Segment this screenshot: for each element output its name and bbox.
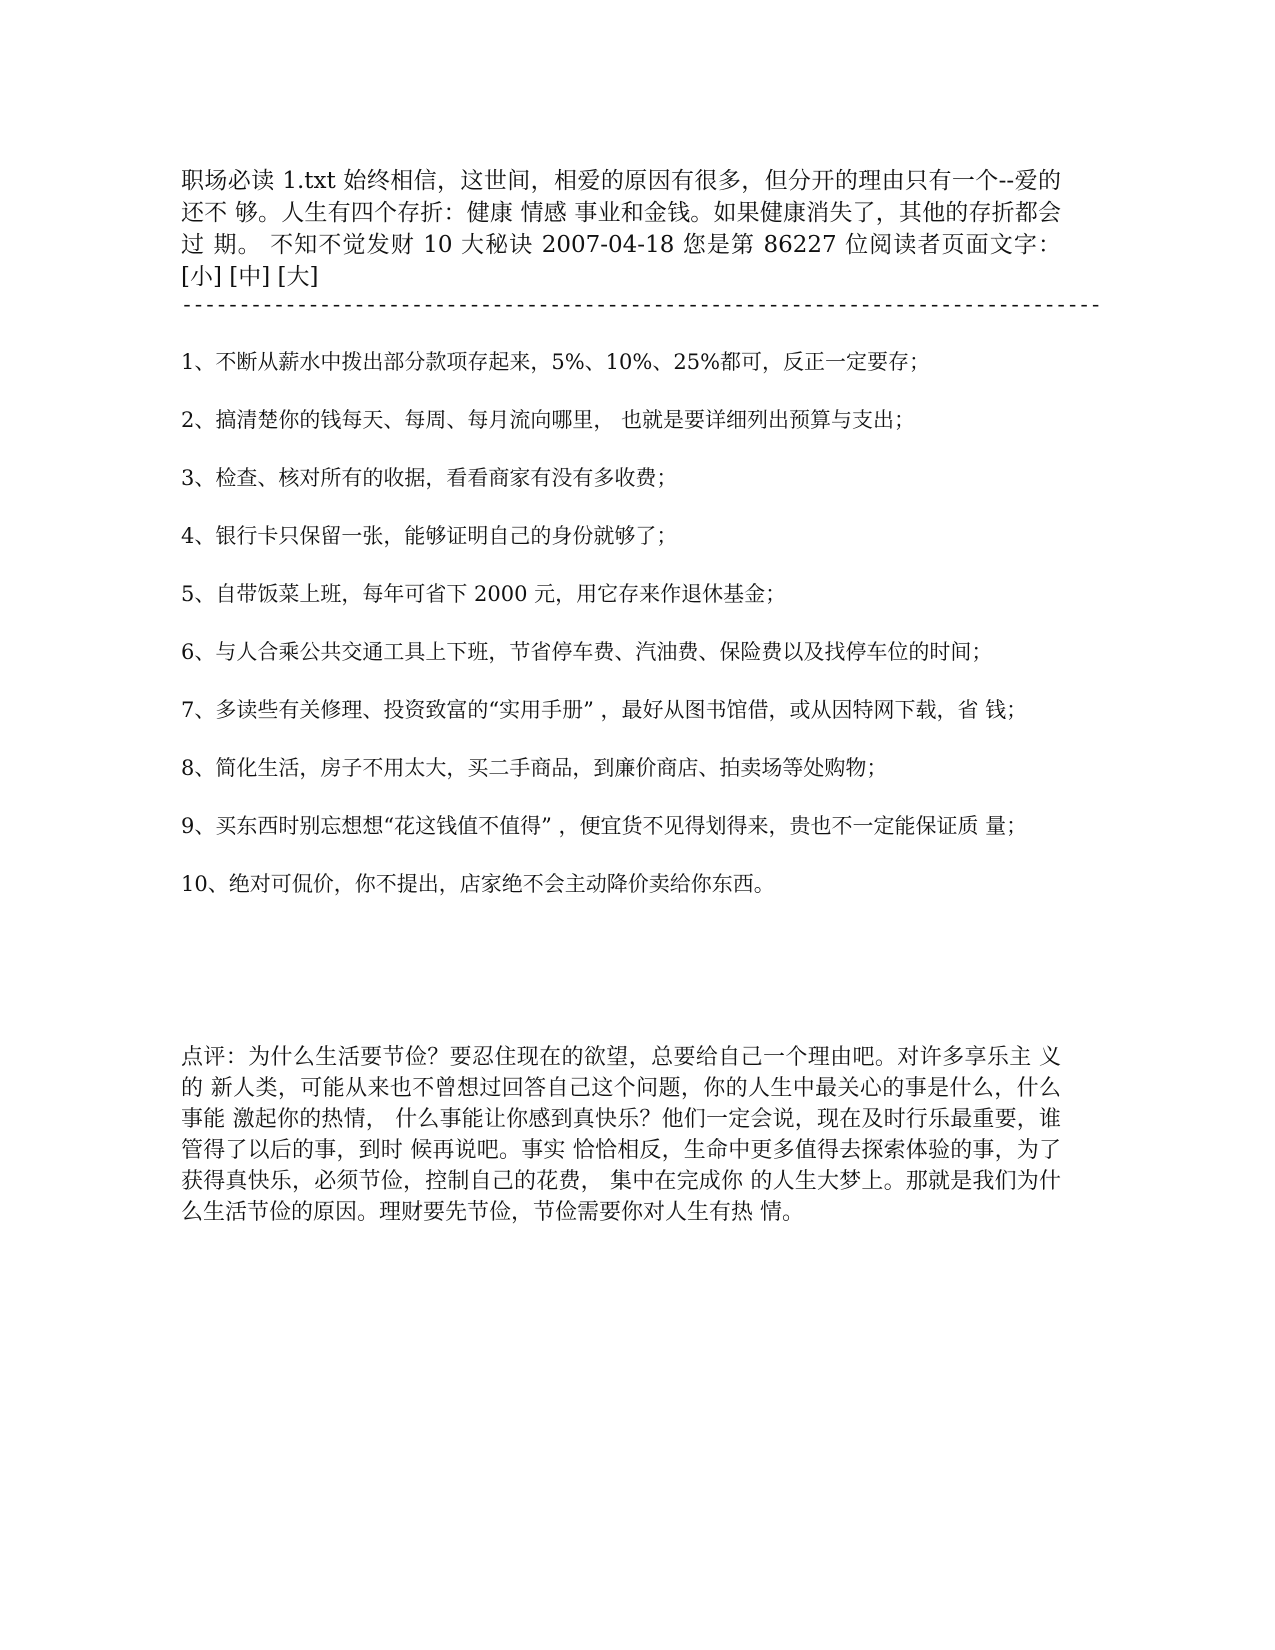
divider-line: -------------------------------------------------------------------------------- [181,295,1102,318]
tips-list [181,346,1061,926]
intro-paragraph: 职场必读 1.txt 始终相信，这世间，相爱的原因有很多，但分开的理由只有一个--爱的还不 够。人生有四个存折：健康 情感 事业和金钱。如果健康消失了，其他的存折都会过 期。 不知不觉发财 10 大秘诀 2007-04-18 您是第 86227 位阅读者页面文字： [小] [中] [大] [181,168,1061,290]
list-item: 4、银行卡只保留一张，能够证明自己的身份就够了； [181,524,678,548]
list-item: 2、搞清楚你的钱每天、每周、每月流向哪里， 也就是要详细列出预算与支出； [181,408,916,432]
list-item: 5、自带饭菜上班，每年可省下 2000 元，用它存来作退休基金； [181,582,787,606]
list-item: 7、多读些有关修理、投资致富的“实用手册” ，最好从图书馆借，或从因特网下载，省 钱； [181,698,1028,722]
list-item: 8、简化生活，房子不用太大，买二手商品，到廉价商店、拍卖场等处购物； [181,756,888,780]
list-item: 1、不断从薪水中拨出部分款项存起来，5%、10%、25%都可，反正一定要存； [181,350,931,374]
comment-paragraph: 点评：为什么生活要节俭？要忍住现在的欲望，总要给自己一个理由吧。对许多享乐主 义的 新人类，可能从来也不曾想过回答自己这个问题，你的人生中最关心的事是什么，什么事能 激起你的热情， 什么事能让你感到真快乐？他们一定会说，现在及时行乐最重要，谁管得了以后的事，到时 候再说吧。事实 恰恰相反，生命中更多值得去探索体验的事，为了获得真快乐，必须节俭，控制自己的花费， 集中在完成你 的人生大梦上。那就是我们为什么生活节俭的原因。理财要先节俭，节俭需要你对人生有热 情。 [181,1045,1061,1225]
list-item: 6、与人合乘公共交通工具上下班，节省停车费、汽油费、保险费以及找停车位的时间； [181,640,993,664]
list-item: 10、绝对可侃价，你不提出，店家绝不会主动降价卖给你东西。 [181,872,775,896]
list-item: 3、检查、核对所有的收据，看看商家有没有多收费； [181,466,678,490]
list-item: 9、买东西时别忘想想“花这钱值不值得” ，便宜货不见得划得来，贵也不一定能保证质 量； [181,814,1028,838]
